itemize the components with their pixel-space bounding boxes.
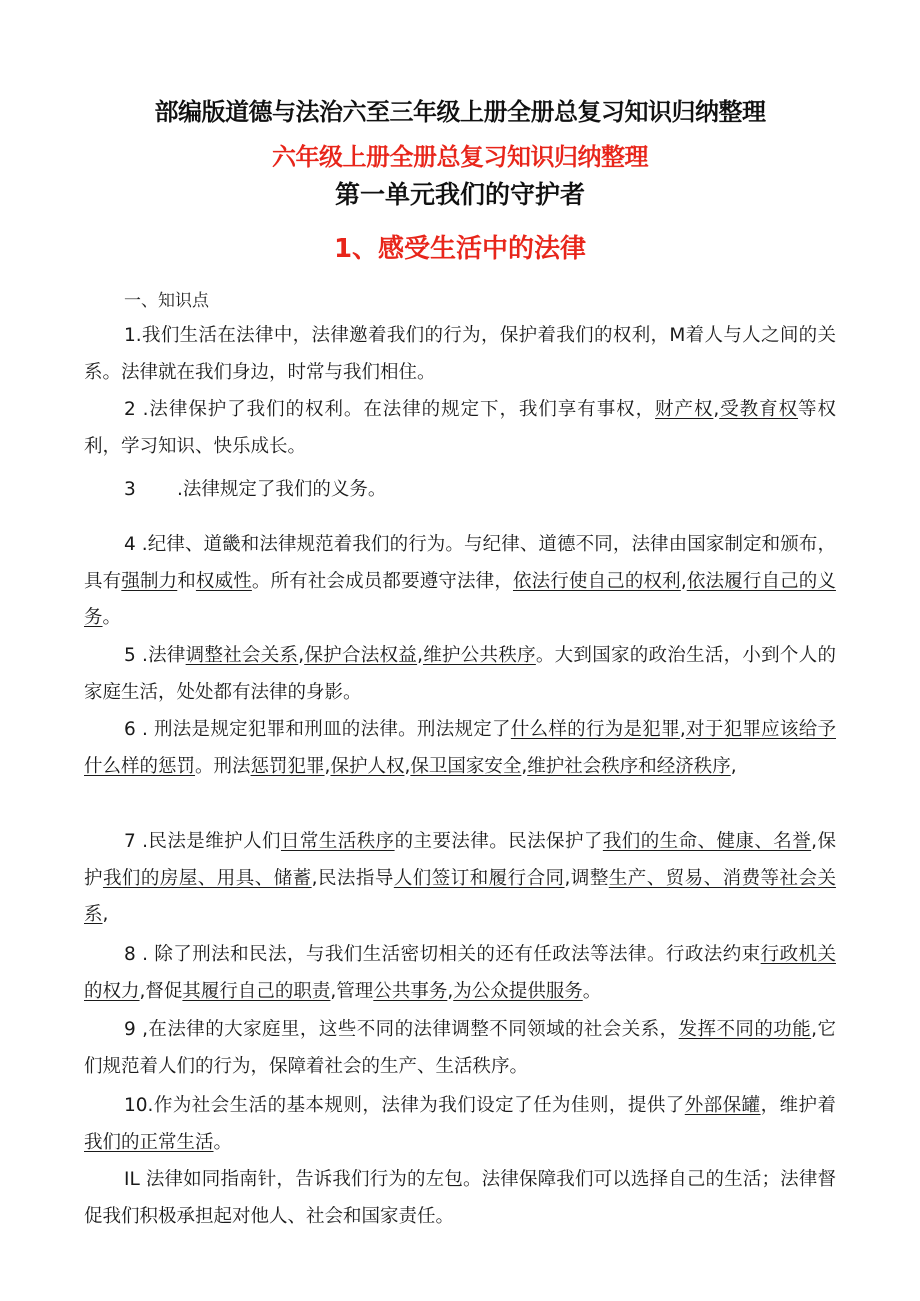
point-number: 10. bbox=[124, 1095, 154, 1116]
underlined-term: 保护合法权益 bbox=[304, 645, 418, 666]
knowledge-point-3: 3 .法律规定了我们的义务。 bbox=[124, 479, 387, 500]
knowledge-point-5: 5 .法律调整社会关系,保护合法权益,维护公共秩序。大到国家的政治生活，小到个人的家庭生活，处处都有法律的身影。 bbox=[84, 645, 836, 703]
point-number: 5 bbox=[124, 645, 136, 666]
knowledge-point-11: IL 法律如同指南针，告诉我们行为的左包。法律保障我们可以选择自己的生活；法律督促我们积极承担起对他人、社会和国家责任。 bbox=[84, 1169, 836, 1227]
unit-title: 第一单元我们的守护者 bbox=[334, 180, 585, 209]
knowledge-point-9: 9 ,在法律的大家庭里，这些不同的法律调整不同领域的社会关系，发挥不同的功能,它们规范着人们的行为，保障着社会的生产、生活秩序。 bbox=[84, 1019, 836, 1077]
underlined-term: 生产、贸易、消费等社会关系 bbox=[84, 867, 836, 925]
underlined-term: 外部保罐 bbox=[684, 1095, 761, 1116]
underlined-term: 日常生活秩序 bbox=[280, 831, 395, 852]
underlined-term: 其履行自己的职责 bbox=[182, 980, 331, 1002]
underlined-term: 我们的正常生活 bbox=[84, 1131, 214, 1153]
point-number: 3 bbox=[124, 479, 136, 500]
section-title: 一、知识点 bbox=[124, 291, 209, 311]
underlined-term: 保护人权 bbox=[330, 755, 405, 777]
underlined-term: 我们的生命、健康、名誉 bbox=[602, 831, 812, 852]
underlined-term: 为公众提供服务 bbox=[453, 980, 583, 1002]
underlined-term: 什么样的行为是犯罪 bbox=[510, 719, 680, 740]
underlined-term: 维护社会秩序和经济秩序 bbox=[527, 755, 731, 777]
knowledge-point-1: 1.我们生活在法律中，法律邀着我们的行为，保护着我们的权利，M着人与人之间的关系。法律就在我们身边，时常与我们相住。 bbox=[84, 325, 836, 383]
point-number: 7 bbox=[124, 831, 136, 852]
underlined-term: 强制力 bbox=[121, 570, 178, 592]
underlined-term: 行政机关的权力 bbox=[84, 944, 836, 1002]
underlined-term: 依法履行自己的义务 bbox=[84, 570, 836, 628]
document-main-title: 部编版道德与法治六至三年级上册全册总复习知识归纳整理 bbox=[154, 98, 766, 126]
knowledge-point-10: 10.作为社会生活的基本规则，法律为我们设定了任为佳则，提供了外部保罐，维护着我们的正常生活。 bbox=[84, 1095, 836, 1153]
underlined-term: 保卫国家安全 bbox=[410, 755, 522, 777]
underlined-term: 权威性 bbox=[195, 570, 252, 592]
underlined-term: 维护公共秩序 bbox=[422, 645, 536, 666]
underlined-term: 人们签订和履行合同 bbox=[393, 867, 565, 889]
point-number: 6 bbox=[124, 719, 136, 740]
underlined-term: 调整社会关系 bbox=[185, 645, 299, 666]
underlined-term: 公共事务 bbox=[373, 980, 448, 1002]
underlined-term: 发挥不同的功能 bbox=[678, 1019, 812, 1040]
underlined-term: 我们的房屋、用具、储蓄 bbox=[102, 867, 312, 889]
knowledge-point-2: 2 .法律保护了我们的权利。在法律的规定下，我们享有事权，财产权,受教育权等权利，学习知识、快乐成长。 bbox=[84, 399, 836, 457]
underlined-term: 受教育权 bbox=[719, 399, 799, 420]
point-number: 8 bbox=[124, 944, 136, 965]
knowledge-point-4: 4 .纪律、道畿和法律规范着我们的行为。与纪律、道德不同，法律由国家制定和颁布，具有强制力和权威性。所有社会成员都要遵守法律，依法行使自己的权利,依法履行自己的义务。 bbox=[84, 534, 836, 628]
point-number: IL bbox=[124, 1169, 140, 1190]
point-number: 9 bbox=[124, 1019, 136, 1040]
lesson-title: 1、感受生活中的法律 bbox=[333, 234, 587, 264]
underlined-term: 对于犯罪应该给予什么样的惩罚 bbox=[84, 719, 836, 777]
underlined-term: 财产权 bbox=[655, 399, 714, 420]
knowledge-point-6: 6 . 刑法是规定犯罪和刑皿的法律。刑法规定了什么样的行为是犯罪,对于犯罪应该给予什么样的惩罚。刑法惩罚犯罪,保护人权,保卫国家安全,维护社会秩序和经济秩序, bbox=[84, 719, 836, 777]
knowledge-point-7: 7 .民法是维护人们日常生活秩序的主要法律。民法保护了我们的生命、健康、名誉,保护我们的房屋、用具、储蓄,民法指导人们签订和履行合同,调整生产、贸易、消费等社会关系, bbox=[84, 831, 836, 925]
point-number: 4 bbox=[124, 534, 136, 555]
underlined-term: 惩罚犯罪 bbox=[250, 755, 325, 777]
grade-title: 六年级上册全册总复习知识归纳整理 bbox=[272, 143, 648, 171]
knowledge-point-8: 8 . 除了刑法和民法，与我们生活密切相关的还有任政法等法律。行政法约束行政机关的权力,督促其履行自己的职责,管理公共事务,为公众提供服务。 bbox=[84, 944, 836, 1002]
underlined-term: 依法行使自己的权利 bbox=[512, 570, 681, 592]
point-number: 2 bbox=[124, 399, 136, 420]
point-number: 1. bbox=[124, 325, 142, 346]
